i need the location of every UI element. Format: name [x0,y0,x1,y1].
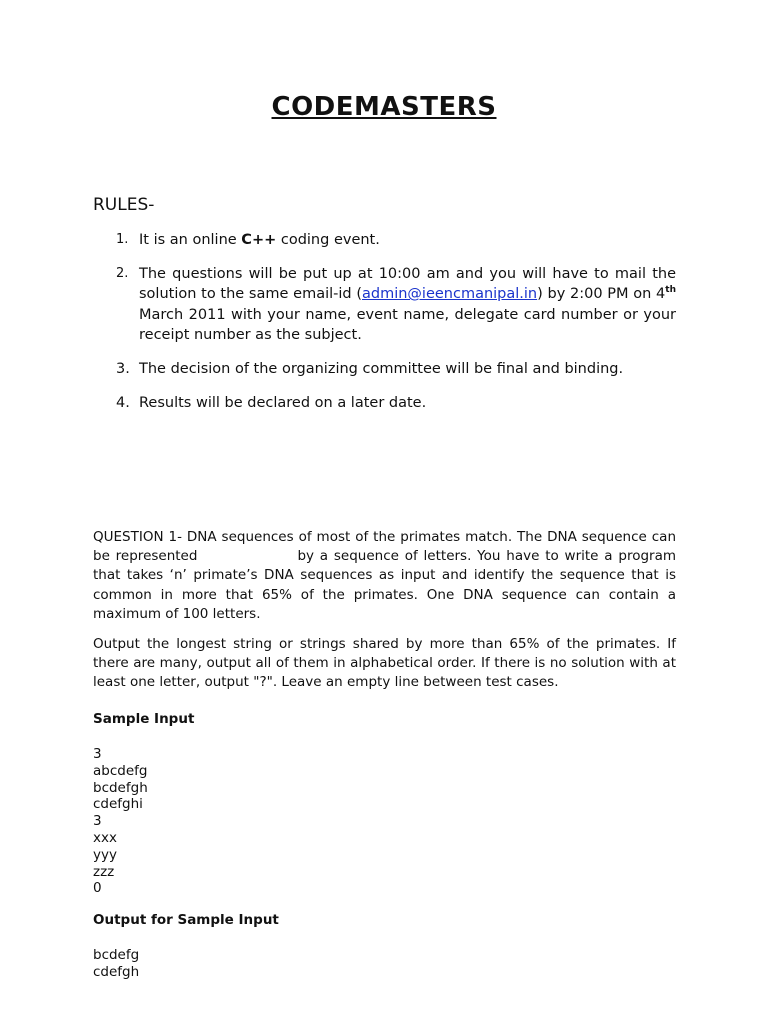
sample-input-line: yyy [93,846,117,863]
rule-text: ) by 2:00 PM on 4 [537,286,666,303]
rules-heading: RULES- [93,195,155,215]
sample-input-line: 3 [93,813,102,830]
rule-item [93,393,676,414]
sample-input-line: cdefghi [93,796,143,813]
sample-input-block [93,746,148,897]
rule-superscript: th [665,285,676,296]
rule-text: Results will be declared on a later date. [139,394,427,411]
rule-number: 3. [116,360,130,377]
question-paragraph [93,528,676,624]
sample-input-line: 0 [93,880,102,897]
rule-number: 4. [116,394,130,411]
rule-text: coding event. [276,232,380,248]
rule-text: The decision of the organizing committee will be final and binding. [139,360,624,377]
rule-item [93,264,676,346]
rule-item [93,359,676,380]
rule-text: The questions will be put up at 10:00 am and you will have to mail the solution to the same email-id ( [139,265,676,303]
rule-item [93,230,676,251]
sample-output-line: cdefgh [93,963,140,980]
rules-list [93,230,676,426]
sample-output-line: bcdefg [93,947,140,963]
sample-input-line: zzz [93,863,115,880]
sample-output-label: Output for Sample Input [93,912,279,928]
question-text: QUESTION 1- DNA sequences of most of the primates match. The DNA sequence can be represented [93,529,676,565]
rule-text: March 2011 with your name, event name, delegate card number or your receipt number as the subject. [139,306,676,344]
sample-input-label: Sample Input [93,711,195,727]
rule-number: 2. [116,265,129,281]
rule-bold-text: C++ [241,232,277,248]
rule-number: 1. [116,232,129,247]
output-instructions: Output the longest string or strings shared by more than 65% of the primates. If there are many, output all of them in alphabetical order. If there is no solution with at least one letter, output "?". Leave an empty line between test cases. [93,636,676,691]
document-title: CODEMASTERS [271,92,497,122]
question-text: by a sequence of letters. You have to write a program that takes ‘n’ primate’s DNA sequences as input and identify the sequence that is common in more that 65% of the primates. One DNA sequence can contain a maximum of 100 letters. [93,548,676,622]
sample-input-line: abcdefg [93,762,148,779]
sample-output-block [93,947,139,981]
sample-input-line: bcdefgh [93,779,148,796]
sample-input-line: 3 [93,746,102,762]
sample-input-line: xxx [93,829,117,846]
rule-text: It is an online [139,232,242,248]
email-link[interactable]: admin@ieencmanipal.in [361,286,538,303]
